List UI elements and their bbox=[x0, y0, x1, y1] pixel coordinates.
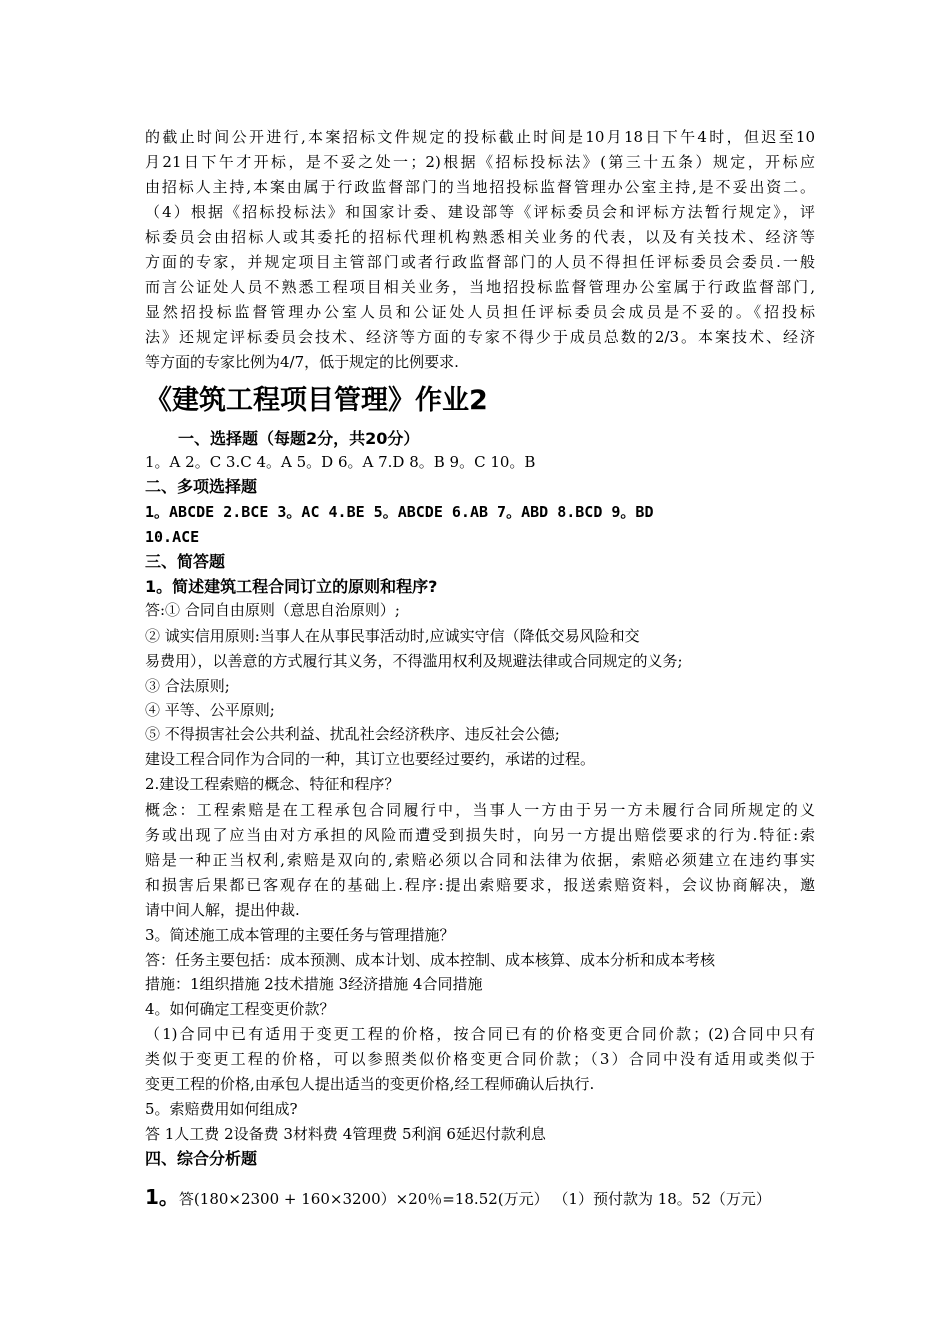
q2-line-2: 务或出现了应当由对方承担的风险而遭受到损失时，向另一方提出赔偿要求的行为.特征:索 bbox=[145, 826, 815, 844]
intro-line-3: 由招标人主持,本案由属于行政监督部门的当地招投标监督管理办公室主持,是不妥出资二。 bbox=[145, 178, 815, 196]
q4-line-3: 变更工程的价格,由承包人提出适当的变更价格,经工程师确认后执行. bbox=[145, 1075, 595, 1093]
q4-question: 4。如何确定工程变更价款？ bbox=[145, 1000, 335, 1018]
q3-line-1: 答：任务主要包括：成本预测、成本计划、成本控制、成本核算、成本分析和成本考核 bbox=[145, 951, 716, 969]
intro-line-4: （4）根据《招标投标法》和国家计委、建设部等《评标委员会和评标方法暂行规定》，评 bbox=[145, 203, 815, 221]
q3-line-2: 措施：1组织措施 2技术措施 3经济措施 4合同措施 bbox=[145, 975, 483, 993]
q2-line-4: 和损害后果都已客观存在的基础上.程序:提出索赔要求，报送索赔资料，会议协商解决，邀 bbox=[145, 876, 815, 894]
intro-line-1: 的截止时间公开进行,本案招标文件规定的投标截止时间是10月18日下午4时，但迟至10 bbox=[145, 128, 815, 146]
section2-heading: 二、多项选择题 bbox=[145, 477, 258, 496]
q1-line-7: 建设工程合同作为合同的一种，其订立也要经过要约，承诺的过程。 bbox=[145, 750, 596, 768]
intro-line-2: 月21日下午才开标，是不妥之处一；2)根据《招标投标法》(第三十五条）规定，开标应 bbox=[145, 153, 815, 171]
q1-line-4: ③ 合法原则; bbox=[145, 677, 230, 695]
q2-line-5: 请中间人解，提出仲裁. bbox=[145, 901, 300, 919]
intro-line-7: 而言公证处人员不熟悉工程项目相关业务，当地招投标监督管理办公室属于行政监督部门, bbox=[145, 278, 815, 296]
intro-line-8: 显然招投标监督管理办公室人员和公证处人员担任评标委员会成员是不妥的。《招投标 bbox=[145, 303, 815, 321]
q1-line-3: 易费用），以善意的方式履行其义务，不得滥用权利及规避法律或合同规定的义务; bbox=[145, 652, 683, 670]
section2-answers-line1: 1。ABCDE 2.BCE 3。AC 4.BE 5。ABCDE 6.AB 7。ABD 8.BCD 9。BD bbox=[145, 503, 654, 521]
q1-line-6: ⑤ 不得损害社会公共利益、扰乱社会经济秩序、违反社会公德; bbox=[145, 725, 560, 743]
intro-line-6: 方面的专家，并规定项目主管部门或者行政监督部门的人员不得担任评标委员会委员.一般 bbox=[145, 253, 815, 271]
q1-line-5: ④ 平等、公平原则; bbox=[145, 701, 275, 719]
q1-question: 1。简述建筑工程合同订立的原则和程序? bbox=[145, 577, 438, 596]
section4-q1 bbox=[145, 1184, 815, 1212]
section3-heading: 三、简答题 bbox=[145, 552, 226, 571]
q5-answer: 答 1人工费 2设备费 3材料费 4管理费 5利润 6延迟付款利息 bbox=[145, 1125, 546, 1143]
q2-line-1: 概念：工程索赔是在工程承包合同履行中，当事人一方由于另一方未履行合同所规定的义 bbox=[145, 801, 815, 819]
intro-line-9: 法》还规定评标委员会技术、经济等方面的专家不得少于成员总数的2/3。本案技术、经济 bbox=[145, 328, 815, 346]
q1-line-1: 答:① 合同自由原则（意思自治原则）; bbox=[145, 601, 400, 619]
q1-line-2: ② 诚实信用原则:当事人在从事民事活动时,应诚实守信（降低交易风险和交 bbox=[145, 627, 640, 645]
q5-question: 5。索赔费用如何组成? bbox=[145, 1100, 298, 1118]
q2-line-3: 赔是一种正当权利,索赔是双向的,索赔必须以合同和法律为依据，索赔必须建立在违约事实 bbox=[145, 851, 815, 869]
document-title: 《建筑工程项目管理》作业2 bbox=[145, 385, 488, 416]
section2-answers-line2: 10.ACE bbox=[145, 528, 200, 546]
section1-heading: 一、选择题（每题2分，共20分） bbox=[178, 429, 420, 448]
q4-line-1: （1)合同中已有适用于变更工程的价格，按合同已有的价格变更合同价款；(2)合同中只有 bbox=[145, 1025, 815, 1043]
q3-question: 3。简述施工成本管理的主要任务与管理措施？ bbox=[145, 926, 455, 944]
q4-line-2: 类似于变更工程的价格，可以参照类似价格变更合同价款；（3）合同中没有适用或类似于 bbox=[145, 1050, 815, 1068]
section4-q1-number: 1。 bbox=[145, 1185, 179, 1209]
intro-line-5: 标委员会由招标人或其委托的招标代理机构熟悉相关业务的代表，以及有关技术、经济等 bbox=[145, 228, 815, 246]
section1-answers: 1。A 2。C 3.C 4。A 5。D 6。A 7.D 8。B 9。C 10。B bbox=[145, 453, 536, 471]
section4-q1-text: 答(180×2300 + 160×3200）×20％=18.52(万元） （1）预付款为 18。52（万元） bbox=[178, 1190, 771, 1208]
q2-question: 2.建设工程索赔的概念、特征和程序？ bbox=[145, 775, 400, 793]
section4-heading: 四、综合分析题 bbox=[145, 1149, 258, 1168]
intro-line-10: 等方面的专家比例为4/7，低于规定的比例要求. bbox=[145, 353, 459, 371]
